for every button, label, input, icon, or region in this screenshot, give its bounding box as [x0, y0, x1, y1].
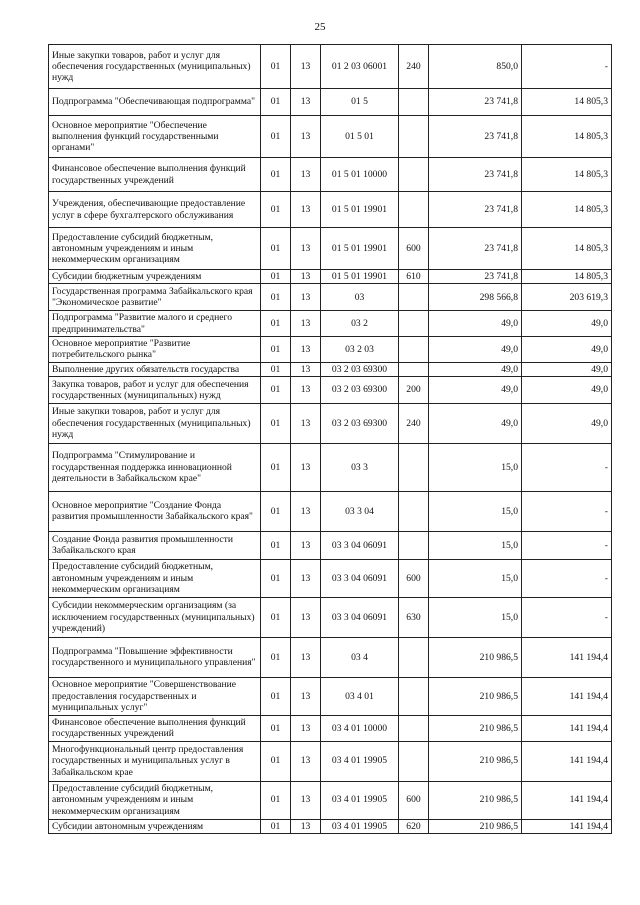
cell-target-article: 03 2: [321, 311, 399, 337]
table-row: [49, 362, 612, 376]
cell-amount-year2: 141 194,4: [522, 677, 612, 715]
cell-section: 01: [261, 531, 291, 559]
cell-amount-year1: 210 986,5: [429, 715, 522, 741]
cell-target-article: 03 4 01 10000: [321, 715, 399, 741]
cell-section: 01: [261, 559, 291, 597]
cell-expense-type: [399, 158, 429, 192]
cell-expense-type: 600: [399, 228, 429, 270]
cell-amount-year1: 49,0: [429, 311, 522, 337]
page-number: 25: [314, 21, 326, 33]
cell-name: Подпрограмма "Повышение эффективности государственного и муниципального управления": [49, 637, 261, 677]
cell-amount-year2: 14 805,3: [522, 192, 612, 228]
cell-amount-year1: 49,0: [429, 376, 522, 403]
cell-name: Основное мероприятие "Совершенствование предоставления государственных и муниципальных услуг": [49, 677, 261, 715]
cell-name: Предоставление субсидий бюджетным, автономным учреждениям и иным некоммерческим организациям: [49, 228, 261, 270]
cell-section: 01: [261, 116, 291, 158]
table-row: [49, 158, 612, 192]
budget-table-body: [49, 45, 612, 834]
cell-amount-year1: 15,0: [429, 443, 522, 491]
table-row: [49, 228, 612, 270]
cell-target-article: 03 4 01 19905: [321, 741, 399, 781]
cell-name: Подпрограмма "Развитие малого и среднего предпринимательства": [49, 311, 261, 337]
cell-subsection: 13: [291, 443, 321, 491]
cell-name: Создание Фонда развития промышленности Забайкальского края: [49, 531, 261, 559]
cell-amount-year2: 49,0: [522, 362, 612, 376]
cell-amount-year1: 49,0: [429, 362, 522, 376]
cell-name: Субсидии бюджетным учреждениям: [49, 270, 261, 284]
cell-target-article: 03 2 03 69300: [321, 403, 399, 443]
cell-expense-type: [399, 491, 429, 531]
cell-section: 01: [261, 362, 291, 376]
cell-subsection: 13: [291, 715, 321, 741]
cell-name: Основное мероприятие "Развитие потребительского рынка": [49, 336, 261, 362]
table-row: [49, 403, 612, 443]
cell-amount-year1: 850,0: [429, 45, 522, 89]
cell-subsection: 13: [291, 311, 321, 337]
cell-section: 01: [261, 228, 291, 270]
table-row: [49, 819, 612, 833]
table-row: [49, 443, 612, 491]
cell-name: Закупка товаров, работ и услуг для обеспечения государственных (муниципальных) нужд: [49, 376, 261, 403]
cell-section: 01: [261, 715, 291, 741]
cell-amount-year2: -: [522, 491, 612, 531]
cell-section: 01: [261, 819, 291, 833]
cell-section: 01: [261, 376, 291, 403]
cell-target-article: 03 2 03: [321, 336, 399, 362]
cell-target-article: 01 5 01 10000: [321, 158, 399, 192]
cell-subsection: 13: [291, 376, 321, 403]
table-row: [49, 336, 612, 362]
cell-expense-type: 200: [399, 376, 429, 403]
cell-expense-type: [399, 192, 429, 228]
table-row: [49, 597, 612, 637]
cell-subsection: 13: [291, 531, 321, 559]
cell-amount-year2: 141 194,4: [522, 715, 612, 741]
cell-target-article: 01 5 01 19901: [321, 270, 399, 284]
cell-subsection: 13: [291, 597, 321, 637]
table-row: [49, 559, 612, 597]
cell-expense-type: [399, 531, 429, 559]
cell-expense-type: [399, 677, 429, 715]
cell-amount-year2: -: [522, 559, 612, 597]
cell-subsection: 13: [291, 45, 321, 89]
cell-amount-year1: 15,0: [429, 597, 522, 637]
table-row: [49, 311, 612, 337]
cell-expense-type: 610: [399, 270, 429, 284]
table-row: [49, 531, 612, 559]
cell-section: 01: [261, 336, 291, 362]
cell-expense-type: 240: [399, 403, 429, 443]
cell-expense-type: [399, 284, 429, 311]
cell-subsection: 13: [291, 116, 321, 158]
cell-name: Выполнение других обязательств государства: [49, 362, 261, 376]
cell-expense-type: [399, 116, 429, 158]
cell-name: Основное мероприятие "Обеспечение выполнения функций государственными органами": [49, 116, 261, 158]
cell-amount-year1: 210 986,5: [429, 741, 522, 781]
cell-name: Учреждения, обеспечивающие предоставление услуг в сфере бухгалтерского обслуживания: [49, 192, 261, 228]
table-row: [49, 677, 612, 715]
cell-name: Иные закупки товаров, работ и услуг для обеспечения государственных (муниципальных) нужд: [49, 45, 261, 89]
cell-amount-year2: 49,0: [522, 403, 612, 443]
table-row: [49, 45, 612, 89]
table-row: [49, 715, 612, 741]
cell-amount-year1: 298 566,8: [429, 284, 522, 311]
cell-amount-year1: 210 986,5: [429, 637, 522, 677]
cell-section: 01: [261, 284, 291, 311]
cell-amount-year2: 14 805,3: [522, 158, 612, 192]
cell-amount-year2: 141 194,4: [522, 819, 612, 833]
cell-amount-year1: 49,0: [429, 403, 522, 443]
cell-target-article: 01 5: [321, 89, 399, 116]
cell-section: 01: [261, 781, 291, 819]
cell-subsection: 13: [291, 336, 321, 362]
cell-section: 01: [261, 597, 291, 637]
cell-target-article: 03 4 01 19905: [321, 819, 399, 833]
cell-target-article: 03 4 01: [321, 677, 399, 715]
cell-amount-year2: 14 805,3: [522, 89, 612, 116]
cell-amount-year1: 15,0: [429, 531, 522, 559]
cell-section: 01: [261, 677, 291, 715]
cell-name: Основное мероприятие "Создание Фонда развития промышленности Забайкальского края": [49, 491, 261, 531]
cell-subsection: 13: [291, 781, 321, 819]
cell-name: Финансовое обеспечение выполнения функций государственных учреждений: [49, 158, 261, 192]
cell-target-article: 03 2 03 69300: [321, 362, 399, 376]
cell-subsection: 13: [291, 362, 321, 376]
cell-expense-type: 600: [399, 559, 429, 597]
cell-subsection: 13: [291, 89, 321, 116]
cell-amount-year2: 49,0: [522, 336, 612, 362]
table-row: [49, 116, 612, 158]
cell-amount-year2: 14 805,3: [522, 228, 612, 270]
cell-amount-year2: 49,0: [522, 376, 612, 403]
cell-amount-year1: 210 986,5: [429, 781, 522, 819]
cell-subsection: 13: [291, 403, 321, 443]
cell-target-article: 03 4 01 19905: [321, 781, 399, 819]
cell-target-article: 03 3 04 06091: [321, 559, 399, 597]
cell-amount-year1: 210 986,5: [429, 677, 522, 715]
cell-expense-type: 630: [399, 597, 429, 637]
cell-expense-type: [399, 89, 429, 116]
cell-amount-year2: 141 194,4: [522, 781, 612, 819]
cell-target-article: 03 3 04: [321, 491, 399, 531]
cell-expense-type: [399, 362, 429, 376]
cell-name: Многофункциональный центр предоставления государственных и муниципальных услуг в Забайкальском крае: [49, 741, 261, 781]
cell-name: Субсидии некоммерческим организациям (за исключением государственных (муниципальных) учреждений): [49, 597, 261, 637]
cell-section: 01: [261, 270, 291, 284]
cell-subsection: 13: [291, 192, 321, 228]
cell-subsection: 13: [291, 491, 321, 531]
cell-name: Предоставление субсидий бюджетным, автономным учреждениям и иным некоммерческим организациям: [49, 559, 261, 597]
table-row: [49, 89, 612, 116]
cell-name: Подпрограмма "Стимулирование и государственная поддержка инновационной деятельности в Забайкальском крае": [49, 443, 261, 491]
table-row: [49, 192, 612, 228]
cell-amount-year2: 49,0: [522, 311, 612, 337]
cell-target-article: 01 5 01: [321, 116, 399, 158]
cell-amount-year2: -: [522, 45, 612, 89]
cell-target-article: 01 2 03 06001: [321, 45, 399, 89]
cell-amount-year1: 49,0: [429, 336, 522, 362]
cell-section: 01: [261, 637, 291, 677]
cell-name: Предоставление субсидий бюджетным, автономным учреждениям и иным некоммерческим организациям: [49, 781, 261, 819]
cell-expense-type: [399, 741, 429, 781]
cell-section: 01: [261, 158, 291, 192]
cell-name: Финансовое обеспечение выполнения функций государственных учреждений: [49, 715, 261, 741]
budget-table: [48, 44, 612, 834]
cell-amount-year1: 23 741,8: [429, 192, 522, 228]
cell-amount-year2: 14 805,3: [522, 270, 612, 284]
cell-expense-type: 620: [399, 819, 429, 833]
cell-subsection: 13: [291, 228, 321, 270]
cell-expense-type: [399, 637, 429, 677]
table-row: [49, 376, 612, 403]
cell-amount-year2: 141 194,4: [522, 741, 612, 781]
cell-subsection: 13: [291, 559, 321, 597]
cell-expense-type: [399, 336, 429, 362]
table-row: [49, 284, 612, 311]
cell-section: 01: [261, 311, 291, 337]
cell-amount-year2: -: [522, 443, 612, 491]
cell-target-article: 03: [321, 284, 399, 311]
cell-amount-year2: 203 619,3: [522, 284, 612, 311]
table-row: [49, 270, 612, 284]
cell-section: 01: [261, 443, 291, 491]
cell-amount-year1: 23 741,8: [429, 270, 522, 284]
cell-expense-type: [399, 715, 429, 741]
cell-section: 01: [261, 491, 291, 531]
cell-target-article: 03 3: [321, 443, 399, 491]
cell-section: 01: [261, 89, 291, 116]
cell-amount-year1: 210 986,5: [429, 819, 522, 833]
cell-target-article: 01 5 01 19901: [321, 192, 399, 228]
cell-target-article: 03 3 04 06091: [321, 531, 399, 559]
cell-amount-year2: -: [522, 597, 612, 637]
cell-expense-type: 240: [399, 45, 429, 89]
cell-subsection: 13: [291, 637, 321, 677]
cell-amount-year1: 23 741,8: [429, 158, 522, 192]
cell-section: 01: [261, 192, 291, 228]
table-row: [49, 741, 612, 781]
cell-subsection: 13: [291, 284, 321, 311]
cell-name: Подпрограмма "Обеспечивающая подпрограмма": [49, 89, 261, 116]
cell-amount-year2: -: [522, 531, 612, 559]
cell-section: 01: [261, 741, 291, 781]
cell-expense-type: [399, 443, 429, 491]
cell-amount-year2: 141 194,4: [522, 637, 612, 677]
cell-target-article: 03 3 04 06091: [321, 597, 399, 637]
cell-section: 01: [261, 45, 291, 89]
cell-subsection: 13: [291, 741, 321, 781]
table-row: [49, 781, 612, 819]
cell-amount-year1: 23 741,8: [429, 89, 522, 116]
cell-subsection: 13: [291, 270, 321, 284]
cell-subsection: 13: [291, 677, 321, 715]
table-row: [49, 491, 612, 531]
cell-amount-year1: 23 741,8: [429, 116, 522, 158]
cell-target-article: 03 2 03 69300: [321, 376, 399, 403]
cell-expense-type: 600: [399, 781, 429, 819]
cell-target-article: 01 5 01 19901: [321, 228, 399, 270]
table-row: [49, 637, 612, 677]
cell-name: Субсидии автономным учреждениям: [49, 819, 261, 833]
cell-expense-type: [399, 311, 429, 337]
cell-amount-year1: 15,0: [429, 559, 522, 597]
cell-subsection: 13: [291, 819, 321, 833]
cell-subsection: 13: [291, 158, 321, 192]
cell-amount-year2: 14 805,3: [522, 116, 612, 158]
cell-target-article: 03 4: [321, 637, 399, 677]
cell-name: Иные закупки товаров, работ и услуг для обеспечения государственных (муниципальных) нужд: [49, 403, 261, 443]
cell-amount-year1: 23 741,8: [429, 228, 522, 270]
cell-section: 01: [261, 403, 291, 443]
cell-name: Государственная программа Забайкальского края "Экономическое развитие": [49, 284, 261, 311]
cell-amount-year1: 15,0: [429, 491, 522, 531]
